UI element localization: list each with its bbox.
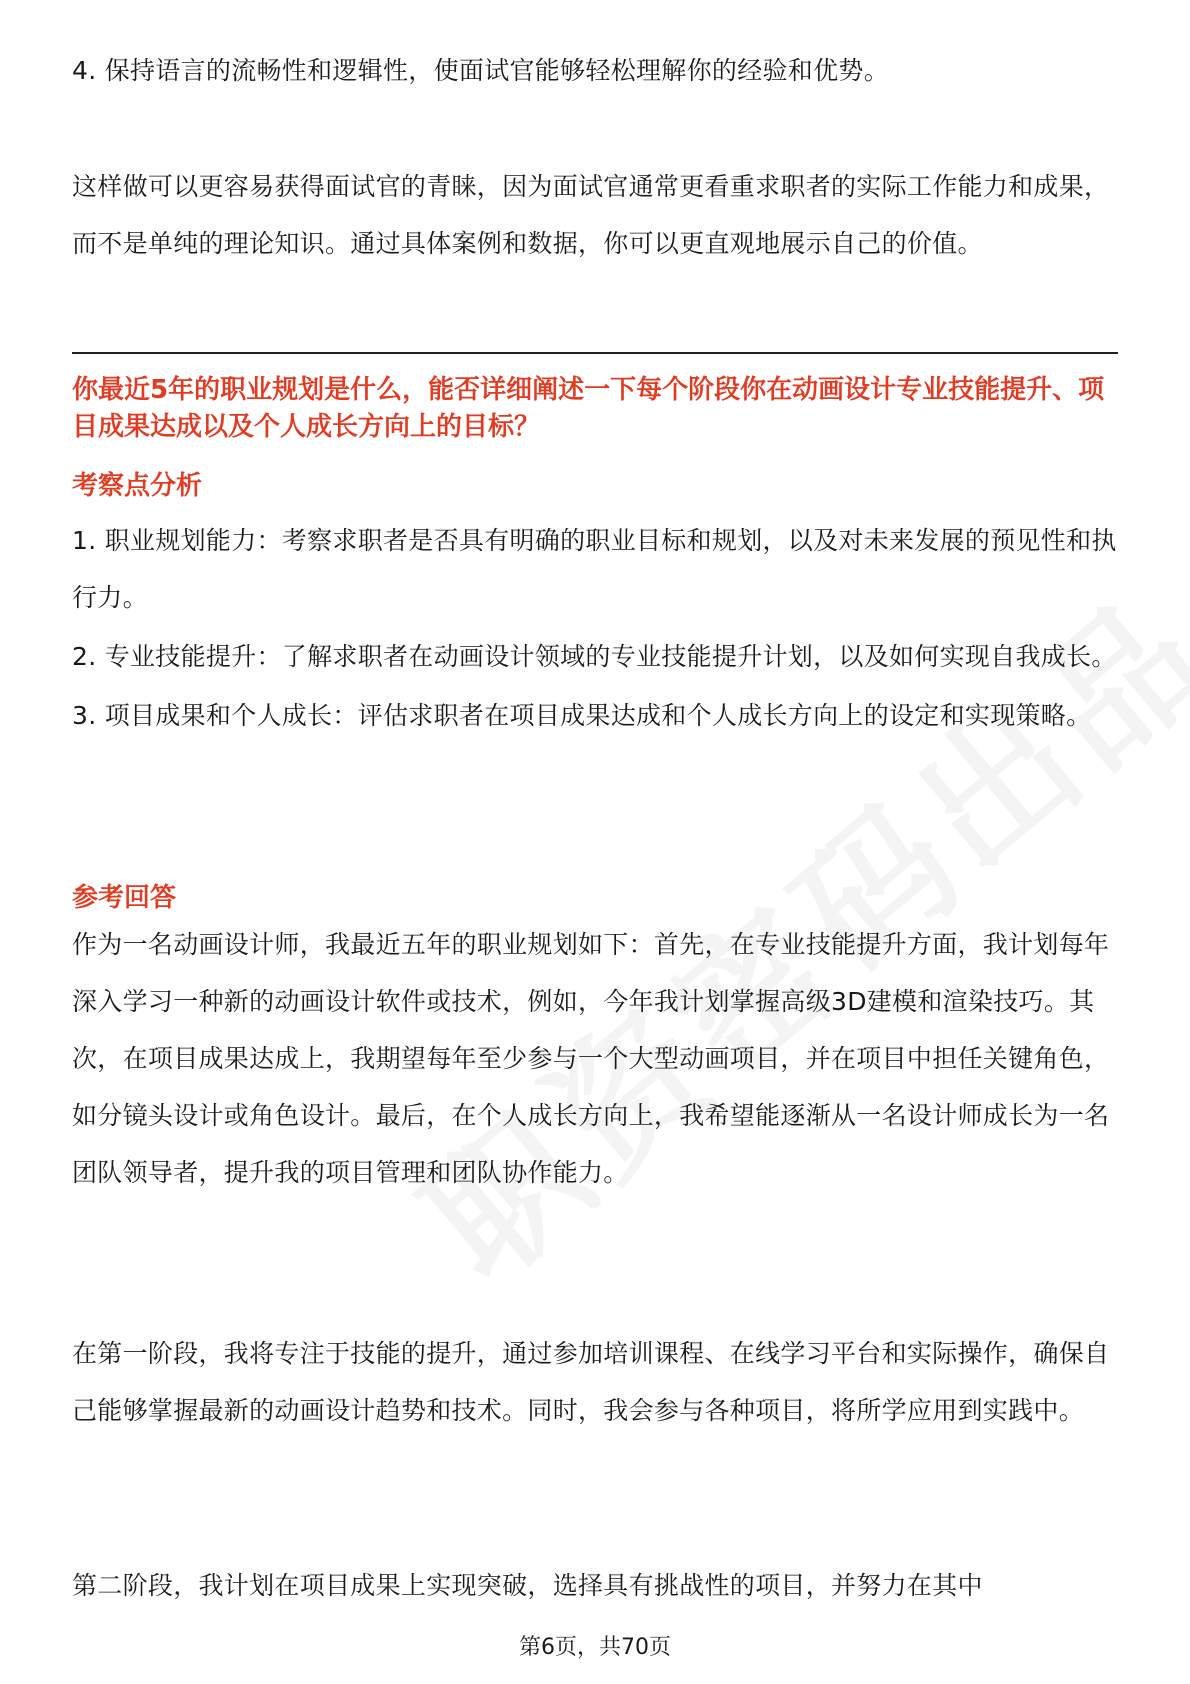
page-number-footer: 第6页，共70页: [519, 1635, 671, 1660]
answer-paragraph-3: 第二阶段，我计划在项目成果上实现突破，选择具有挑战性的项目，并努力在其中: [72, 1571, 983, 1600]
analysis-item-1: 1. 职业规划能力：考察求职者是否具有明确的职业目标和规划，以及对未来发展的预见性和执行力。: [72, 526, 1117, 612]
answer-paragraph-1: 作为一名动画设计师，我最近五年的职业规划如下：首先，在专业技能提升方面，我计划每年深入学习一种新的动画设计软件或技术，例如，今年我计划掌握高级3D建模和渲染技巧。其次，在项目成果达成上，我期望每年至少参与一个大型动画项目，并在项目中担任关键角色，如分镜头设计或角色设计。最后，在个人成长方向上，我希望能逐渐从一名设计师成长为一名团队领导者，提升我的项目管理和团队协作能力。: [72, 930, 1110, 1187]
interview-question: 你最近5年的职业规划是什么，能否详细阐述一下每个阶段你在动画设计专业技能提升、项目成果达成以及个人成长方向上的目标？: [72, 375, 1105, 442]
analysis-item-3: 3. 项目成果和个人成长：评估求职者在项目成果达成和个人成长方向上的设定和实现策略。: [72, 701, 1092, 730]
section-divider: [72, 352, 1118, 354]
analysis-item-2: 2. 专业技能提升：了解求职者在动画设计领域的专业技能提升计划，以及如何实现自我成长。: [72, 642, 1117, 671]
intro-summary-paragraph: 这样做可以更容易获得面试官的青睐，因为面试官通常更看重求职者的实际工作能力和成果，而不是单纯的理论知识。通过具体案例和数据，你可以更直观地展示自己的价值。: [72, 172, 1110, 258]
intro-list-item-4: 4. 保持语言的流畅性和逻辑性，使面试官能够轻松理解你的经验和优势。: [72, 56, 890, 85]
answer-heading: 参考回答: [72, 883, 177, 913]
analysis-list: [72, 512, 1118, 746]
analysis-heading: 考察点分析: [72, 471, 203, 501]
answer-paragraph-2: 在第一阶段，我将专注于技能的提升，通过参加培训课程、在线学习平台和实际操作，确保自己能够掌握最新的动画设计趋势和技术。同时，我会参与各种项目，将所学应用到实践中。: [72, 1339, 1110, 1425]
